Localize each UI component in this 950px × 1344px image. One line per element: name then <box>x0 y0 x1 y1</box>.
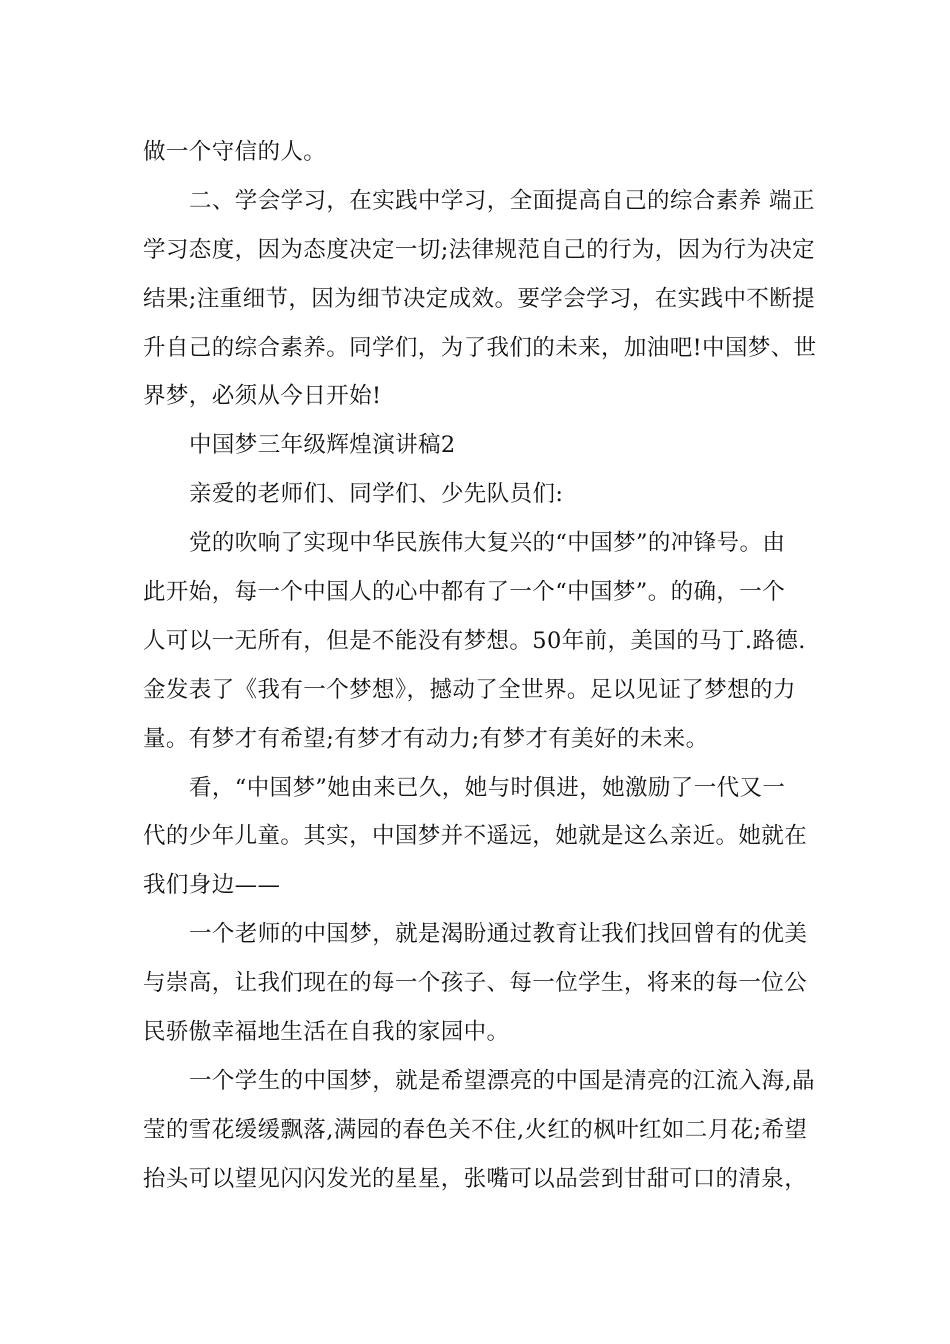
text-line: 做一个守信的人。 <box>143 139 327 165</box>
section-title <box>143 421 809 470</box>
text-line: 金发表了《我有一个梦想》，撼动了全世界。足以见证了梦想的力 <box>143 676 796 703</box>
text-line: 民骄傲幸福地生活在自我的家园中。 <box>143 1019 510 1046</box>
paragraph-dream-intro <box>143 519 809 763</box>
text-line: 学习态度，因为态度决定一切;法律规范自己的行为，因为行为决定 <box>143 236 816 263</box>
text-line: 一个老师的中国梦，就是渴盼通过教育让我们找回曾有的优美 <box>189 921 808 948</box>
text-line: 党的吹响了实现中华民族伟大复兴的“中国梦”的冲锋号。由 <box>189 530 786 557</box>
salutation-text: 亲爱的老师们、同学们、少先队员们: <box>189 481 564 508</box>
text-line: 一个学生的中国梦，就是希望漂亮的中国是清亮的江流入海,晶 <box>189 1067 815 1094</box>
paragraph-dream-near <box>143 764 809 911</box>
text-line: 我们身边—— <box>143 872 281 899</box>
text-line: 莹的雪花缓缓飘落,满园的春色关不住,火红的枫叶红如二月花;希望 <box>143 1116 808 1143</box>
text-line: 此开始，每一个中国人的心中都有了一个“中国梦”。的确，一个 <box>143 579 786 606</box>
text-line: 量。有梦才有希望;有梦才有动力;有梦才有美好的未来。 <box>143 725 709 752</box>
paragraph-teacher-dream <box>143 910 809 1057</box>
text-line: 人可以一无所有，但是不能没有梦想。50年前，美国的马丁.路德. <box>143 627 806 654</box>
text-line: 升自己的综合素养。同学们，为了我们的未来，加油吧!中国梦、世 <box>143 334 817 361</box>
text-line: 二、学会学习，在实践中学习，全面提高自己的综合素养 端正 <box>189 187 815 214</box>
document-body <box>143 128 817 1204</box>
paragraph-salutation <box>143 470 809 519</box>
text-line: 结果;注重细节，因为细节决定成效。要学会学习，在实践中不断提 <box>143 285 816 312</box>
text-line: 看，“中国梦”她由来已久，她与时俱进，她激励了一代又一 <box>189 774 786 801</box>
paragraph-student-dream <box>143 1057 815 1204</box>
paragraph-learning <box>143 177 817 421</box>
text-line: 界梦，必须从今日开始! <box>143 383 382 410</box>
text-line: 与崇高，让我们现在的每一个孩子、每一位学生，将来的每一位公 <box>143 970 808 997</box>
text-line: 抬头可以望见闪闪发光的星星，张嘴可以品尝到甘甜可口的清泉， <box>143 1165 808 1192</box>
section-title-text: 中国梦三年级辉煌演讲稿2 <box>189 432 456 459</box>
text-line: 代的少年儿童。其实，中国梦并不遥远，她就是这么亲近。她就在 <box>143 823 808 850</box>
paragraph-closing-line <box>143 128 809 177</box>
